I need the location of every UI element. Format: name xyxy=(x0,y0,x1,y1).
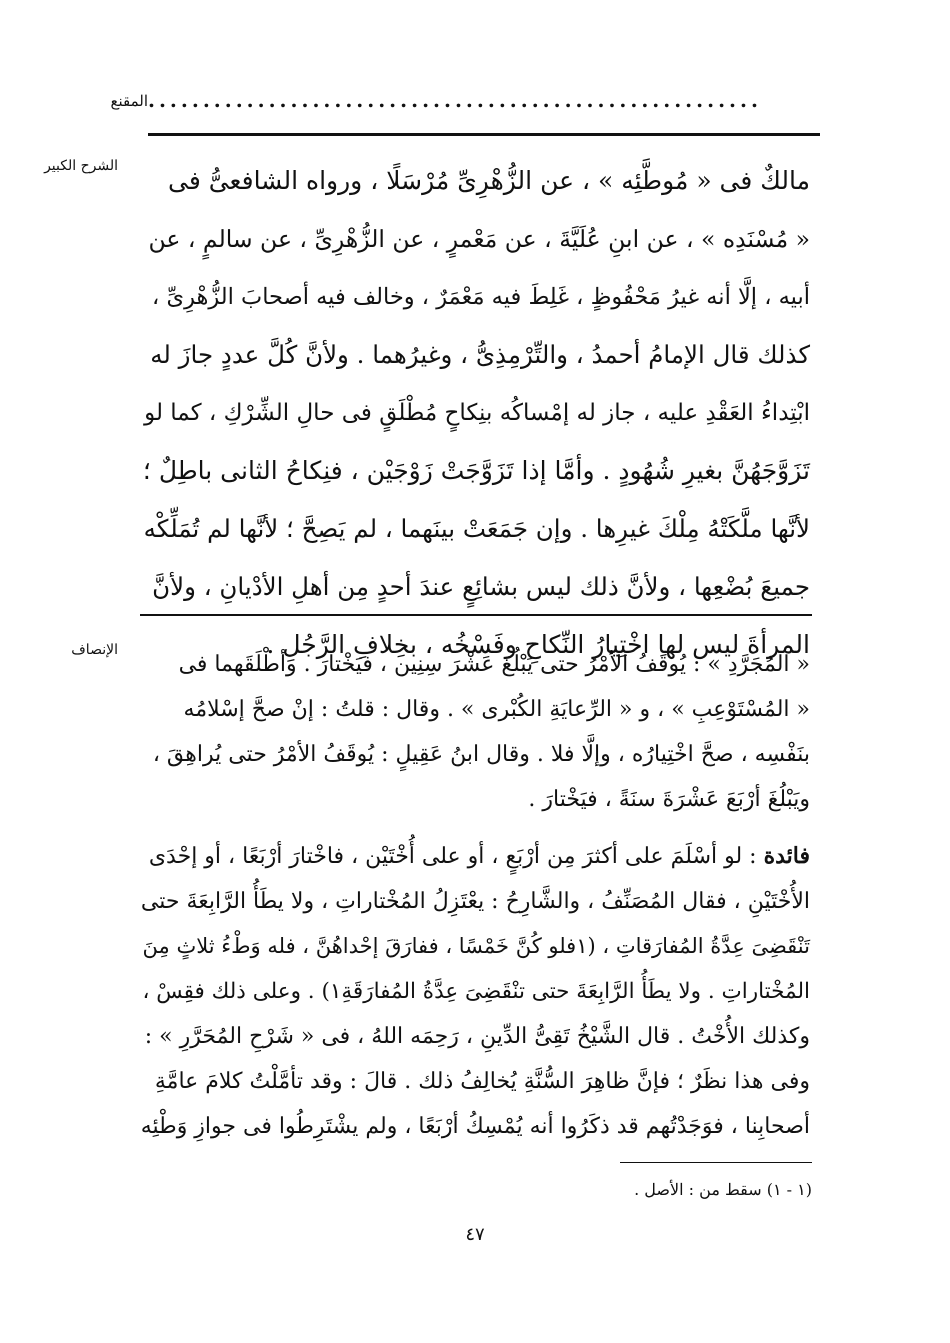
section-separator xyxy=(140,614,812,616)
sharh-line: أبيه ، إلَّا أنه غيرُ مَحْفُوظٍ ، غَلِطَ فيه مَعْمَرٌ ، وخالف فيه أصحابَ الزُّهْرِىِّ ، xyxy=(152,284,810,310)
insaf-line: أصحابِنا ، فوَجَدْتُهم قد ذكَرُوا أنه يُمْسِكُ أرْبَعًا ، ولم يشْتَرِطُوا فى جوازِ وَطْئِه xyxy=(140,1114,810,1139)
insaf-line: تَنْقَضِىَ عِدَّةُ المُفارَقاتِ ، (١فلو كُنَّ خَمْسًا ، ففارَقَ إحْداهُنَّ ، فله وَطْءُ ثلاثٍ مِنَ xyxy=(142,934,810,958)
sharh-line: لأنَّها ملَّكَتْهُ مِلْكَ غيرِها . وإن جَمَعَتْ بينَهما ، لم يَصِحَّ ؛ لأنَّها لم تُمَلِّكْه xyxy=(143,514,810,543)
insaf-line: « المُجَرَّدِ » : يُوقَفُ الأمْرُ حتى يَبْلُغَ عَشْرَ سِنِين ، فيَخْتارَ . وأطْلَقَهما فى xyxy=(178,652,810,677)
insaf-line: بنَفْسِه ، صحَّ اخْتِيارُه ، وإلَّا فلا . وقال ابنُ عَقِيلٍ : يُوقَفُ الأمْرُ حتى يُراهِقَ ، xyxy=(152,742,810,767)
sharh-line: « مُسْنَدِه » ، عن ابنِ عُلَيَّةَ ، عن مَعْمرٍ ، عن الزُّهْرِىِّ ، عن سالمٍ ، عن xyxy=(148,225,810,253)
insaf-faida-line xyxy=(140,834,810,879)
page-number: ٤٧ xyxy=(465,1224,485,1245)
footnote-rule xyxy=(620,1162,812,1163)
sharh-line: المرأةَ ليس لها اخْتِيارُ النِّكاحِ وفَسْخُه ، بخِلافِ الرَّجُلِ . xyxy=(266,630,810,659)
sharh-text-block xyxy=(140,152,810,674)
insaf-line: المُخْتاراتِ . ولا يطَأُ الرَّابِعَةَ حتى تنْقَضِىَ عِدَّةُ المُفارَقَةِ١) . وعلى ذلك فقِسْ ، xyxy=(142,979,810,1004)
book-title: المقنع xyxy=(110,92,148,110)
sharh-line: تَزَوَّجَهُنَّ بغيرِ شُهُودٍ . وأمَّا إذا تَزَوَّجَتْ زَوْجَيْن ، فنِكاحُ الثانى باطِلٌ ؛ xyxy=(142,456,810,485)
footnote: (١ - ١) سقط من : الأصل . xyxy=(634,1180,812,1199)
insaf-line: وكذلك الأُخْتُ . قال الشَّيْخُ تَقِىُّ الدِّينِ ، رَحِمَه اللهُ ، فى « شَرْحِ المُحَرَّرِ » : xyxy=(144,1024,810,1049)
insaf-line: وفى هذا نظَرٌ ؛ فإنَّ ظاهِرَ السُّنَّةِ يُخالِفُ ذلك . قالَ : وقد تأمَّلْتُ كلامَ عامَّةِ xyxy=(154,1069,810,1094)
insaf-line: « المُسْتَوْعِبِ » ، و « الرِّعايَةِ الكُبْرى » . وقال : قلتُ : إنْ صحَّ إسْلامُه xyxy=(183,697,810,722)
sharh-line: ابْتِداءُ العَقْدِ عليه ، جاز له إمْساكُه بنِكاحٍ مُطْلَقٍ فى حالِ الشِّرْكِ ، كما لو xyxy=(144,400,810,426)
header-rule xyxy=(148,133,820,136)
faida-keyword: فائدة xyxy=(763,843,810,869)
sharh-line: مالكٌ فى « مُوطَّئِه » ، عن الزُّهْرِىِّ مُرْسَلًا ، ورواه الشافعىُّ فى xyxy=(167,166,810,195)
sharh-section-label: الشرح الكبير xyxy=(44,158,118,174)
insaf-line: ويَبْلُغَ أرْبَعَ عَشْرَةَ سنَةً ، فيَخْتارَ . xyxy=(528,787,810,812)
insaf-text-block xyxy=(140,642,810,1149)
sharh-line: جميعَ بُضْعِها ، ولأنَّ ذلك ليس بشائِعٍ عندَ أحدٍ مِن أهلِ الأدْيانِ ، ولأنَّ xyxy=(152,572,810,601)
sharh-line: كذلك قال الإمامُ أحمدُ ، والتِّرْمِذِىُّ ، وغيرُهما . ولأنَّ كُلَّ عددٍ جازَ له xyxy=(150,340,810,369)
insaf-section-label: الإنصاف xyxy=(71,642,118,658)
faida-first-line-text: : لو أسْلَمَ على أكثرَ مِن أرْبَعٍ ، أو على أُخْتَيْن ، فاخْتارَ أرْبَعًا ، أو إحْدَى xyxy=(148,844,764,869)
insaf-line: الأُخْتَيْنِ ، فقال المُصَنِّفُ ، والشَّارِحُ : يعْتَزِلُ المُخْتاراتِ ، ولا يطَأُ الرَّابِعَةَ حتى xyxy=(140,889,810,914)
header-dotted-leader: ........................................................ xyxy=(148,90,762,110)
